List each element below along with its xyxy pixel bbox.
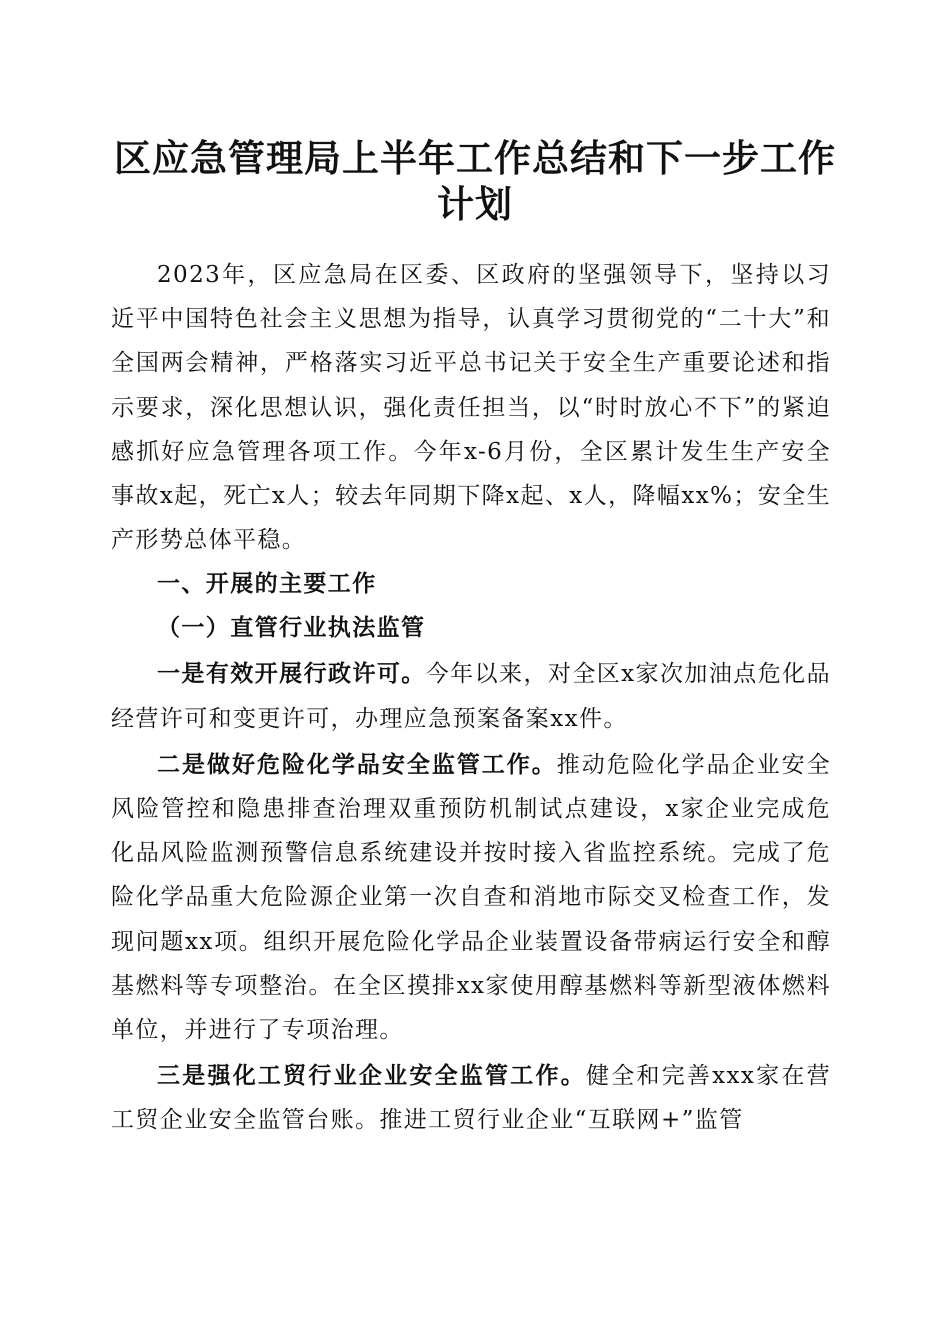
document-body [111,253,831,1143]
subsection-heading-enforcement: （一）直管行业执法监管 [157,614,426,642]
item-body: 今年以来，对全区x家次加油点危化品经营许可和变更许可，办理应急预案备案xx件。 [111,661,831,732]
document-title: 区应急管理局上半年工作总结和下一步工作计划 [114,137,836,226]
intro-paragraph: 2023年，区应急局在区委、区政府的坚强领导下，坚持以习近平中国特色社会主义思想为指导，认真学习贯彻党的“二十大”和全国两会精神，严格落实习近平总书记关于安全生产重要论述和指示要求，深化思想认识，强化责任担当，以“时时放心不下”的紧迫感抓好应急管理各项工作。今年x-6月份，全区累计发生生产安全事故x起，死亡x人；较去年同期下降x起、x人，降幅xx%；安全生产形势总体平稳。 [111,262,831,554]
item-body: 健全和完善xxx家在营工贸企业安全监管台账。推进工贸行业企业“互联网+”监管 [111,1063,831,1134]
item-body: 推动危险化学品企业安全风险管控和隐患排查治理双重预防机制试点建设，x家企业完成危化品风险监测预警信息系统建设并按时接入省监控系统。完成了危险化学品重大危险源企业第一次自查和消地市际交叉检查工作，发现问题xx项。组织开展危险化学品企业装置设备带病运行安全和醇基燃料等专项整治。在全区摸排xx家使用醇基燃料等新型液体燃料单位，并进行了专项治理。 [111,751,831,1044]
list-item [111,743,831,1052]
section-heading-main-work: 一、开展的主要工作 [157,571,377,598]
item-lead: 一是有效开展行政许可。 [157,660,426,688]
item-lead: 三是强化工贸行业企业安全监管工作。 [157,1062,586,1090]
list-item [111,652,831,740]
item-lead: 二是做好危险化学品安全监管工作。 [157,750,557,778]
list-item [111,1054,831,1142]
